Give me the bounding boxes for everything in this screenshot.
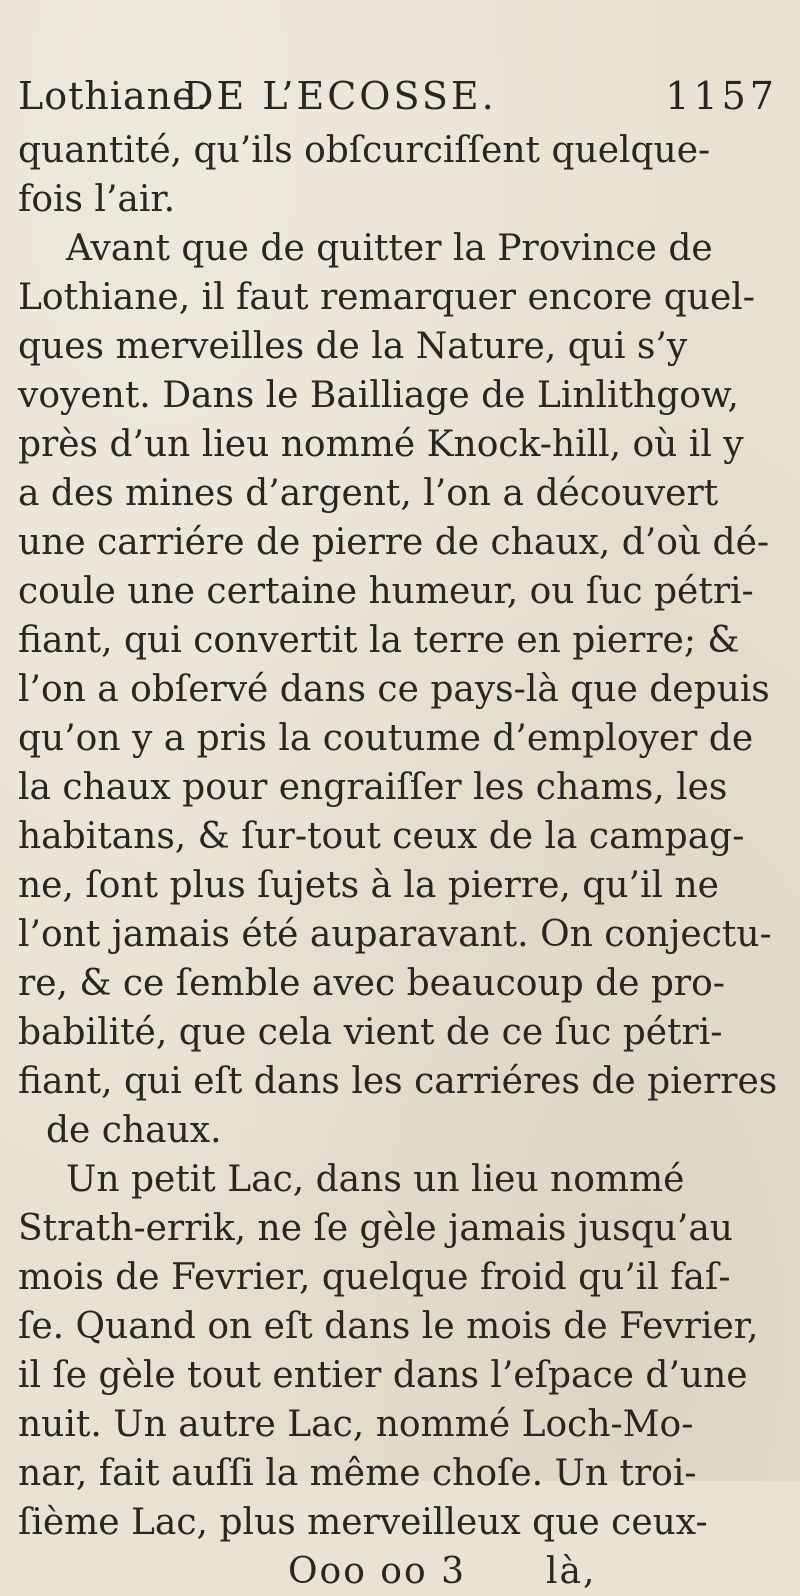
text-line: coule une certaine humeur, ou ſuc pétri- <box>18 571 754 612</box>
body-text <box>18 126 780 1596</box>
page-number: 1157 <box>665 74 778 118</box>
text-line: ſième Lac, plus merveilleux que ceux- <box>18 1502 708 1543</box>
catchline <box>18 1547 780 1596</box>
running-head-title: DE L’ECOSSE. <box>183 74 497 118</box>
text-line: nuit. Un autre Lac, nommé Loch-Mo- <box>18 1404 694 1445</box>
text-line: babilité, que cela vient de ce ſuc pétri- <box>18 1012 723 1053</box>
running-head <box>18 74 778 130</box>
text-line: fois l’air. <box>18 179 176 220</box>
paragraph-start-line: Un petit Lac, dans un lieu nommé <box>66 1159 685 1200</box>
text-line: la chaux pour engraiſſer les chams, les <box>18 767 728 808</box>
text-line: fiant, qui eſt dans les carriéres de pierres <box>18 1061 778 1102</box>
text-line: Lothiane, il faut remarquer encore quel- <box>18 277 755 318</box>
text-line: l’on a obſervé dans ce pays-là que depuis <box>18 669 770 710</box>
catchword: là, <box>546 1551 597 1592</box>
text-line: qu’on y a pris la coutume d’employer de <box>18 718 754 759</box>
paragraph-start-line: Avant que de quitter la Province de <box>66 228 713 269</box>
text-line: Strath-errik, ne ſe gèle jamais jusqu’au <box>18 1208 733 1249</box>
text-line: ques merveilles de la Nature, qui s’y <box>18 326 688 367</box>
text-line: près d’un lieu nommé Knock-hill, où il y <box>18 424 744 465</box>
running-head-section: Lothiane. <box>18 74 209 118</box>
text-line: a des mines d’argent, l’on a découvert <box>18 473 719 514</box>
text-line: quantité, qu’ils obſcurciſſent quelque- <box>18 130 711 171</box>
text-line: re, & ce ſemble avec beaucoup de pro- <box>18 963 725 1004</box>
signature-mark: Ooo oo 3 <box>288 1551 466 1592</box>
text-line: de chaux. <box>46 1110 222 1151</box>
text-line: ne, ſont plus ſujets à la pierre, qu’il ne <box>18 865 719 906</box>
text-line: ſe. Quand on eſt dans le mois de Fevrier, <box>18 1306 759 1347</box>
text-line: il ſe gèle tout entier dans l’eſpace d’une <box>18 1355 748 1396</box>
text-line: mois de Fevrier, quelque froid qu’il faſ- <box>18 1257 731 1298</box>
text-line: nar, fait auſſi la même choſe. Un troi- <box>18 1453 697 1494</box>
text-line: fiant, qui convertit la terre en pierre; & <box>18 620 740 661</box>
text-line: habitans, & ſur-tout ceux de la campag- <box>18 816 745 857</box>
text-line: l’ont jamais été auparavant. On conjectu- <box>18 914 772 955</box>
text-line: une carriére de pierre de chaux, d’où dé- <box>18 522 770 563</box>
text-line: voyent. Dans le Bailliage de Linlithgow, <box>18 375 739 416</box>
